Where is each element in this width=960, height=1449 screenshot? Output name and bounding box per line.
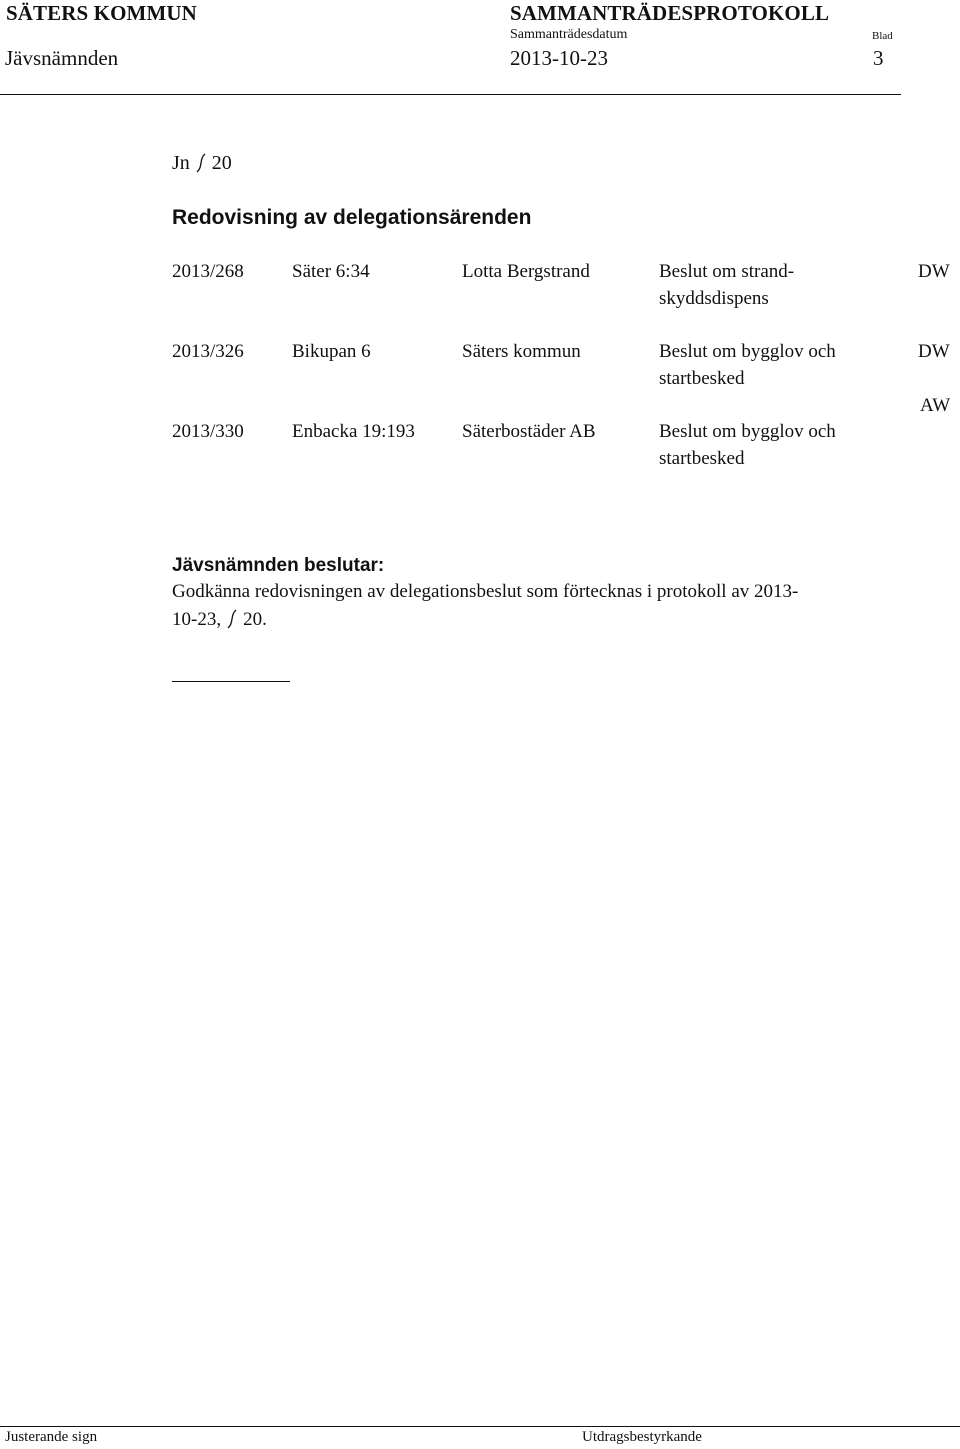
justerande-sign-label: Justerande sign [5, 1429, 98, 1445]
decision-type-line1: Beslut om bygglov och [659, 421, 836, 442]
case-number: 2013/326 [172, 341, 244, 362]
decision-paragraph-number: 20. [243, 609, 267, 630]
case-number: 2013/330 [172, 421, 244, 442]
end-separator-rule [172, 681, 290, 682]
property-designation: Säter 6:34 [292, 261, 370, 282]
footer-rule [0, 1426, 960, 1427]
paragraph-num: 20 [211, 152, 232, 174]
decision-text-line1: Godkänna redovisningen av delegationsbeslut som förtecknas i protokoll av 2013- [172, 581, 799, 602]
paragraph-number [172, 152, 232, 175]
decision-type-line2: startbesked [659, 448, 745, 469]
utdragsbestyrkande-label: Utdragsbestyrkande [582, 1429, 702, 1445]
property-designation: Enbacka 19:193 [292, 421, 415, 442]
section-title: Redovisning av delegationsärenden [172, 206, 532, 229]
signature-initials: AW [920, 395, 951, 416]
applicant: Lotta Bergstrand [462, 261, 590, 282]
signature-initials: DW [918, 261, 950, 282]
decision-type-line1: Beslut om bygglov och [659, 341, 836, 362]
meeting-date: 2013-10-23 [510, 46, 608, 70]
applicant: Säters kommun [462, 341, 581, 362]
decision-text-line2 [172, 608, 267, 631]
decision-heading: Jävsnämnden beslutar: [172, 555, 385, 576]
page-label: Blad [872, 30, 893, 42]
organization-name: SÄTERS KOMMUN [6, 1, 197, 25]
case-number: 2013/268 [172, 261, 244, 282]
paragraph-prefix: Jn [172, 152, 190, 174]
committee-name: Jävsnämnden [5, 46, 119, 70]
decision-type-line2: startbesked [659, 368, 745, 389]
document-type: SAMMANTRÄDESPROTOKOLL [510, 1, 830, 25]
signature-initials: DW [918, 341, 950, 362]
meeting-date-label: Sammanträdesdatum [510, 27, 628, 42]
decision-type-line1: Beslut om strand- [659, 261, 795, 282]
decision-type-line2: skyddsdispens [659, 288, 769, 309]
section-sign-icon [227, 608, 237, 630]
applicant: Säterbostäder AB [462, 421, 596, 442]
property-designation: Bikupan 6 [292, 341, 371, 362]
page-number: 3 [873, 46, 884, 70]
decision-date-fragment: 10-23, [172, 609, 222, 630]
section-sign-icon [196, 152, 206, 174]
header-rule [0, 94, 901, 95]
